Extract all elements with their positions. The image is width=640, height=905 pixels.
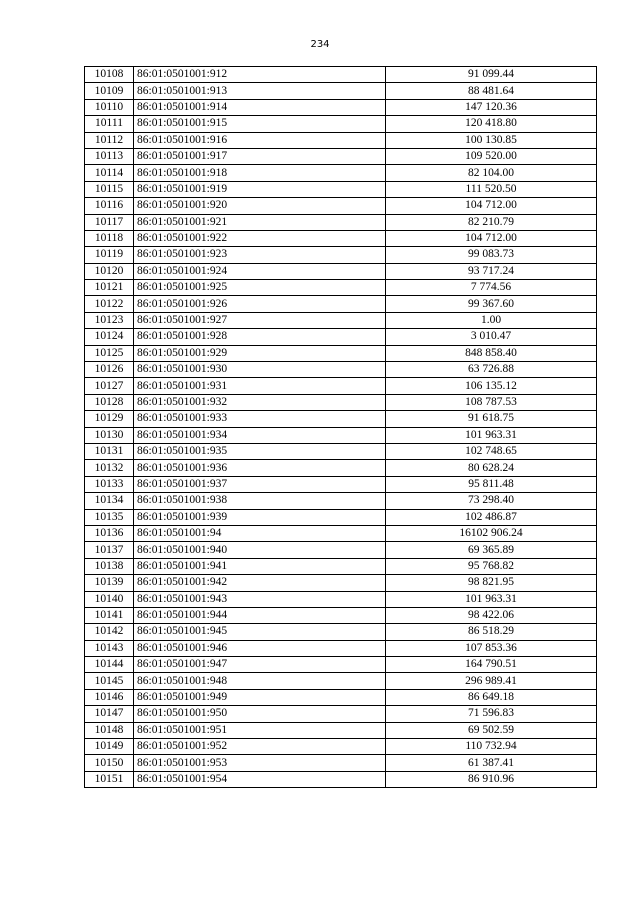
row-number-cell: 10147 (85, 706, 134, 722)
value-cell: 110 732.94 (386, 739, 597, 755)
value-cell: 82 210.79 (386, 214, 597, 230)
cadastral-number-cell: 86:01:0501001:929 (134, 345, 386, 361)
table-row (85, 755, 597, 771)
cadastral-number-cell: 86:01:0501001:926 (134, 296, 386, 312)
table-row (85, 739, 597, 755)
table-row (85, 542, 597, 558)
table-row (85, 509, 597, 525)
cadastral-number-cell: 86:01:0501001:923 (134, 247, 386, 263)
row-number-cell: 10138 (85, 558, 134, 574)
value-cell: 69 365.89 (386, 542, 597, 558)
value-cell: 120 418.80 (386, 116, 597, 132)
table-row (85, 378, 597, 394)
table-row (85, 706, 597, 722)
table-row (85, 214, 597, 230)
value-cell: 164 790.51 (386, 657, 597, 673)
value-cell: 104 712.00 (386, 230, 597, 246)
row-number-cell: 10151 (85, 771, 134, 787)
row-number-cell: 10124 (85, 329, 134, 345)
cadastral-number-cell: 86:01:0501001:919 (134, 181, 386, 197)
value-cell: 86 910.96 (386, 771, 597, 787)
cadastral-number-cell: 86:01:0501001:935 (134, 443, 386, 459)
value-cell: 104 712.00 (386, 198, 597, 214)
row-number-cell: 10112 (85, 132, 134, 148)
row-number-cell: 10113 (85, 148, 134, 164)
value-cell: 7 774.56 (386, 280, 597, 296)
cadastral-number-cell: 86:01:0501001:932 (134, 394, 386, 410)
table-row (85, 624, 597, 640)
row-number-cell: 10116 (85, 198, 134, 214)
value-cell: 109 520.00 (386, 148, 597, 164)
value-cell: 296 989.41 (386, 673, 597, 689)
table-row (85, 673, 597, 689)
row-number-cell: 10149 (85, 739, 134, 755)
cadastral-number-cell: 86:01:0501001:939 (134, 509, 386, 525)
row-number-cell: 10111 (85, 116, 134, 132)
table-row (85, 280, 597, 296)
row-number-cell: 10144 (85, 657, 134, 673)
cadastral-number-cell: 86:01:0501001:916 (134, 132, 386, 148)
table-row (85, 263, 597, 279)
cadastral-number-cell: 86:01:0501001:936 (134, 460, 386, 476)
table-row (85, 247, 597, 263)
cadastral-number-cell: 86:01:0501001:945 (134, 624, 386, 640)
value-cell: 98 422.06 (386, 607, 597, 623)
table-row (85, 329, 597, 345)
row-number-cell: 10126 (85, 362, 134, 378)
row-number-cell: 10128 (85, 394, 134, 410)
cadastral-number-cell: 86:01:0501001:946 (134, 640, 386, 656)
cadastral-number-cell: 86:01:0501001:912 (134, 67, 386, 83)
row-number-cell: 10127 (85, 378, 134, 394)
cadastral-number-cell: 86:01:0501001:922 (134, 230, 386, 246)
cadastral-value-table (84, 66, 597, 788)
cadastral-number-cell: 86:01:0501001:924 (134, 263, 386, 279)
value-cell: 82 104.00 (386, 165, 597, 181)
value-cell: 3 010.47 (386, 329, 597, 345)
table-row (85, 132, 597, 148)
cadastral-number-cell: 86:01:0501001:953 (134, 755, 386, 771)
row-number-cell: 10129 (85, 411, 134, 427)
value-cell: 86 649.18 (386, 689, 597, 705)
value-cell: 86 518.29 (386, 624, 597, 640)
table-row (85, 116, 597, 132)
table-row (85, 198, 597, 214)
row-number-cell: 10117 (85, 214, 134, 230)
table-row (85, 312, 597, 328)
row-number-cell: 10140 (85, 591, 134, 607)
value-cell: 61 387.41 (386, 755, 597, 771)
table-row (85, 99, 597, 115)
row-number-cell: 10123 (85, 312, 134, 328)
table-row (85, 493, 597, 509)
table-row (85, 525, 597, 541)
row-number-cell: 10150 (85, 755, 134, 771)
table-row (85, 575, 597, 591)
value-cell: 108 787.53 (386, 394, 597, 410)
table-row (85, 722, 597, 738)
page-number: 234 (310, 39, 330, 50)
table-row (85, 411, 597, 427)
cadastral-number-cell: 86:01:0501001:947 (134, 657, 386, 673)
cadastral-number-cell: 86:01:0501001:917 (134, 148, 386, 164)
row-number-cell: 10121 (85, 280, 134, 296)
row-number-cell: 10141 (85, 607, 134, 623)
row-number-cell: 10122 (85, 296, 134, 312)
row-number-cell: 10146 (85, 689, 134, 705)
row-number-cell: 10114 (85, 165, 134, 181)
cadastral-number-cell: 86:01:0501001:937 (134, 476, 386, 492)
value-cell: 69 502.59 (386, 722, 597, 738)
cadastral-number-cell: 86:01:0501001:941 (134, 558, 386, 574)
value-cell: 63 726.88 (386, 362, 597, 378)
cadastral-number-cell: 86:01:0501001:942 (134, 575, 386, 591)
row-number-cell: 10130 (85, 427, 134, 443)
table-row (85, 657, 597, 673)
table-row (85, 83, 597, 99)
table-row (85, 591, 597, 607)
cadastral-number-cell: 86:01:0501001:934 (134, 427, 386, 443)
table-row (85, 558, 597, 574)
row-number-cell: 10137 (85, 542, 134, 558)
cadastral-number-cell: 86:01:0501001:950 (134, 706, 386, 722)
value-cell: 101 963.31 (386, 427, 597, 443)
table-row (85, 148, 597, 164)
cadastral-number-cell: 86:01:0501001:933 (134, 411, 386, 427)
value-cell: 91 618.75 (386, 411, 597, 427)
value-cell: 80 628.24 (386, 460, 597, 476)
row-number-cell: 10145 (85, 673, 134, 689)
row-number-cell: 10148 (85, 722, 134, 738)
value-cell: 102 748.65 (386, 443, 597, 459)
row-number-cell: 10135 (85, 509, 134, 525)
cadastral-number-cell: 86:01:0501001:949 (134, 689, 386, 705)
row-number-cell: 10109 (85, 83, 134, 99)
table-row (85, 230, 597, 246)
table-row (85, 181, 597, 197)
cadastral-number-cell: 86:01:0501001:954 (134, 771, 386, 787)
row-number-cell: 10131 (85, 443, 134, 459)
row-number-cell: 10143 (85, 640, 134, 656)
cadastral-number-cell: 86:01:0501001:930 (134, 362, 386, 378)
table-row (85, 427, 597, 443)
table-row (85, 362, 597, 378)
value-cell: 16102 906.24 (386, 525, 597, 541)
value-cell: 98 821.95 (386, 575, 597, 591)
value-cell: 848 858.40 (386, 345, 597, 361)
row-number-cell: 10118 (85, 230, 134, 246)
value-cell: 71 596.83 (386, 706, 597, 722)
cadastral-number-cell: 86:01:0501001:94 (134, 525, 386, 541)
table-row (85, 460, 597, 476)
row-number-cell: 10136 (85, 525, 134, 541)
table-row (85, 67, 597, 83)
value-cell: 102 486.87 (386, 509, 597, 525)
table-row (85, 476, 597, 492)
cadastral-number-cell: 86:01:0501001:951 (134, 722, 386, 738)
cadastral-number-cell: 86:01:0501001:913 (134, 83, 386, 99)
table-row (85, 296, 597, 312)
cadastral-number-cell: 86:01:0501001:925 (134, 280, 386, 296)
value-cell: 88 481.64 (386, 83, 597, 99)
row-number-cell: 10115 (85, 181, 134, 197)
value-cell: 99 083.73 (386, 247, 597, 263)
cadastral-number-cell: 86:01:0501001:944 (134, 607, 386, 623)
value-cell: 91 099.44 (386, 67, 597, 83)
cadastral-number-cell: 86:01:0501001:938 (134, 493, 386, 509)
row-number-cell: 10139 (85, 575, 134, 591)
cadastral-number-cell: 86:01:0501001:920 (134, 198, 386, 214)
cadastral-number-cell: 86:01:0501001:948 (134, 673, 386, 689)
table-row (85, 345, 597, 361)
cadastral-number-cell: 86:01:0501001:927 (134, 312, 386, 328)
value-cell: 93 717.24 (386, 263, 597, 279)
cadastral-number-cell: 86:01:0501001:921 (134, 214, 386, 230)
value-cell: 106 135.12 (386, 378, 597, 394)
row-number-cell: 10125 (85, 345, 134, 361)
value-cell: 100 130.85 (386, 132, 597, 148)
cadastral-number-cell: 86:01:0501001:914 (134, 99, 386, 115)
table-row (85, 771, 597, 787)
value-cell: 99 367.60 (386, 296, 597, 312)
cadastral-number-cell: 86:01:0501001:940 (134, 542, 386, 558)
table-row (85, 443, 597, 459)
value-cell: 95 811.48 (386, 476, 597, 492)
cadastral-number-cell: 86:01:0501001:915 (134, 116, 386, 132)
row-number-cell: 10133 (85, 476, 134, 492)
row-number-cell: 10142 (85, 624, 134, 640)
row-number-cell: 10108 (85, 67, 134, 83)
cadastral-number-cell: 86:01:0501001:943 (134, 591, 386, 607)
row-number-cell: 10132 (85, 460, 134, 476)
table-body (85, 67, 597, 788)
row-number-cell: 10134 (85, 493, 134, 509)
cadastral-number-cell: 86:01:0501001:931 (134, 378, 386, 394)
table-row (85, 640, 597, 656)
value-cell: 101 963.31 (386, 591, 597, 607)
cadastral-number-cell: 86:01:0501001:918 (134, 165, 386, 181)
cadastral-number-cell: 86:01:0501001:928 (134, 329, 386, 345)
value-cell: 111 520.50 (386, 181, 597, 197)
row-number-cell: 10110 (85, 99, 134, 115)
cadastral-number-cell: 86:01:0501001:952 (134, 739, 386, 755)
value-cell: 107 853.36 (386, 640, 597, 656)
value-cell: 147 120.36 (386, 99, 597, 115)
value-cell: 73 298.40 (386, 493, 597, 509)
row-number-cell: 10120 (85, 263, 134, 279)
row-number-cell: 10119 (85, 247, 134, 263)
table-row (85, 165, 597, 181)
value-cell: 95 768.82 (386, 558, 597, 574)
table-row (85, 689, 597, 705)
value-cell: 1.00 (386, 312, 597, 328)
table-row (85, 607, 597, 623)
table-row (85, 394, 597, 410)
